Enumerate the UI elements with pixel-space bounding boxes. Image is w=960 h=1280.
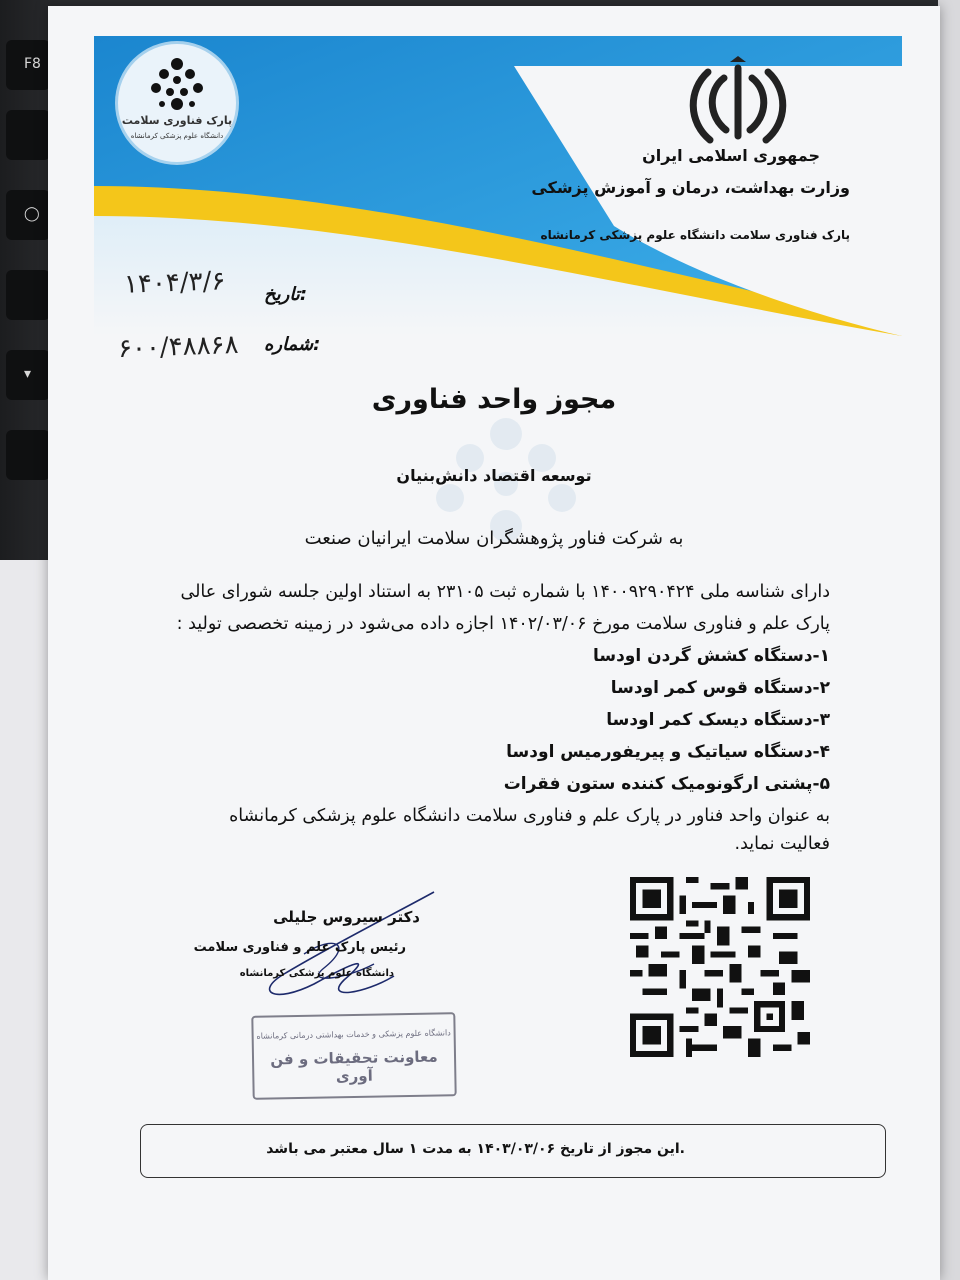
list-item: ۵-پشتی ارگونومیک کننده ستون فقرات [503, 774, 830, 794]
document-body [178, 576, 830, 858]
list-item: ۱-دستگاه کشش گردن اودسا [592, 646, 830, 666]
product-list [178, 640, 830, 800]
park-logo-university: دانشگاه علوم پزشکی کرمانشاه [130, 132, 224, 140]
park-logo-icon [146, 56, 208, 112]
government-title: جمهوری اسلامی ایران [642, 146, 820, 165]
iran-emblem-icon [686, 56, 790, 146]
ministry-title: وزارت بهداشت، درمان و آموزش پزشکی [531, 178, 850, 197]
letter-number-value: ۶۰۰/۴۸۸۶۸ [117, 329, 239, 365]
stamp-title: معاونت تحقیقات و فن آوری [270, 1047, 438, 1086]
signatory-university: دانشگاه علوم پزشکی کرمانشاه [239, 968, 394, 979]
document-subtitle: توسعه اقتصاد دانش‌بنیان [396, 466, 592, 485]
closing-paragraph: به عنوان واحد فناور در پارک علم و فناوری سلامت دانشگاه علوم پزشکی کرمانشاه فعالیت نماید. [229, 806, 830, 854]
official-stamp [251, 1012, 456, 1100]
park-logo-name: پارک فناوری سلامت [121, 114, 233, 127]
validity-notice-box [140, 1124, 886, 1178]
park-logo [118, 44, 236, 162]
keyboard-key [6, 110, 50, 160]
keyboard-key: ▾ [6, 350, 50, 400]
date-value: ۱۴۰۴/۳/۶ [123, 266, 226, 300]
letter-number-label: شماره: [264, 334, 321, 355]
keyboard-key [6, 270, 50, 320]
keyboard-key: ◯ [6, 190, 50, 240]
keyboard-key [6, 430, 50, 480]
body-line: دارای شناسه ملی ۱۴۰۰۹۲۹۰۴۲۴ با شماره ثبت ۲۳۱۰۵ به استناد اولین جلسه شورای عالی [180, 582, 830, 602]
keyboard-key-f8: F8 [6, 40, 50, 90]
date-label: تاریخ: [264, 284, 308, 305]
certificate-document [48, 6, 940, 1280]
body-line: پارک علم و فناوری سلامت مورخ ۱۴۰۲/۰۳/۰۶ اجازه داده می‌شود در زمینه تخصصی تولید : [176, 614, 830, 634]
list-item: ۲-دستگاه قوس کمر اودسا [610, 678, 830, 698]
validity-notice: این مجوز از تاریخ ۱۴۰۳/۰۳/۰۶ به مدت ۱ سال معتبر می باشد. [266, 1141, 685, 1157]
stamp-line: دانشگاه علوم پزشکی و خدمات بهداشتی درمانی کرمانشاه [256, 1028, 451, 1041]
park-title: پارک فناوری سلامت دانشگاه علوم پزشکی کرمانشاه [540, 228, 850, 242]
qr-code [630, 874, 810, 1060]
background-edge [938, 0, 960, 1280]
recipient-line: به شرکت فناور پژوهشگران سلامت ایرانیان صنعت [304, 528, 684, 549]
list-item: ۳-دستگاه دیسک کمر اودسا [606, 710, 830, 730]
signatory-name: دکتر سیروس جلیلی [273, 908, 420, 926]
document-title: مجوز واحد فناوری [371, 384, 617, 415]
signatory-title: رئیس پارک علم و فناوری سلامت [193, 940, 406, 955]
list-item: ۴-دستگاه سیاتیک و پیریفورمیس اودسا [506, 742, 830, 762]
